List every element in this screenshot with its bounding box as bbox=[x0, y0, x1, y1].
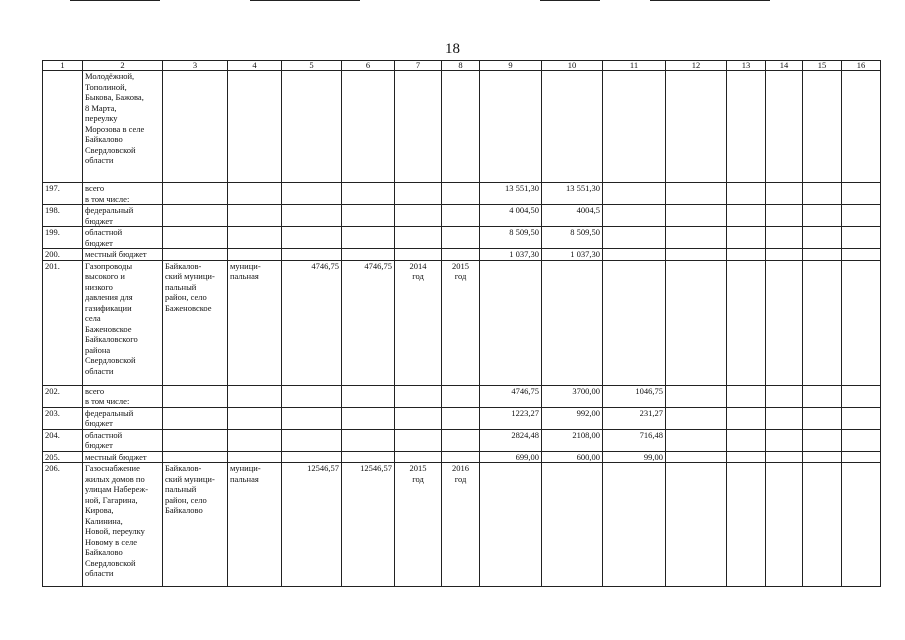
table-cell: 2014 год bbox=[395, 260, 442, 385]
table-cell bbox=[727, 463, 766, 587]
table-cell bbox=[842, 227, 881, 249]
table-cell bbox=[442, 429, 480, 451]
table-cell bbox=[666, 260, 727, 385]
table-cell bbox=[666, 451, 727, 463]
table-cell: 4004,5 bbox=[542, 205, 603, 227]
table-cell bbox=[395, 407, 442, 429]
scan-edge-line bbox=[650, 0, 770, 1]
table-cell bbox=[803, 227, 842, 249]
table-row bbox=[43, 429, 881, 451]
table-cell bbox=[163, 183, 228, 205]
table-cell bbox=[603, 249, 666, 261]
table-cell bbox=[163, 407, 228, 429]
table-cell bbox=[228, 407, 282, 429]
table-cell bbox=[228, 205, 282, 227]
table-cell bbox=[542, 463, 603, 587]
table-cell bbox=[442, 227, 480, 249]
table-cell bbox=[803, 249, 842, 261]
table-cell bbox=[228, 183, 282, 205]
table-cell bbox=[766, 451, 803, 463]
table-cell bbox=[727, 451, 766, 463]
column-number-row bbox=[43, 61, 881, 71]
table-cell bbox=[803, 205, 842, 227]
table-cell bbox=[282, 429, 342, 451]
table-cell bbox=[603, 71, 666, 183]
column-header: 3 bbox=[163, 61, 228, 71]
table-cell bbox=[603, 205, 666, 227]
table-cell bbox=[842, 429, 881, 451]
table-cell bbox=[282, 385, 342, 407]
row-number-cell: 203. bbox=[43, 407, 83, 429]
table-cell bbox=[666, 205, 727, 227]
table-cell: федеральный бюджет bbox=[83, 407, 163, 429]
table-row bbox=[43, 260, 881, 385]
scan-edge-line bbox=[250, 0, 360, 1]
table-cell bbox=[603, 183, 666, 205]
table-cell bbox=[342, 451, 395, 463]
table-cell bbox=[282, 451, 342, 463]
table-cell bbox=[442, 451, 480, 463]
column-header: 5 bbox=[282, 61, 342, 71]
table-cell bbox=[542, 260, 603, 385]
column-header: 9 bbox=[480, 61, 542, 71]
table-cell bbox=[228, 71, 282, 183]
table-cell: 3700,00 bbox=[542, 385, 603, 407]
table-cell bbox=[842, 183, 881, 205]
table-cell bbox=[442, 249, 480, 261]
table-cell: 2015 год bbox=[442, 260, 480, 385]
table-cell bbox=[842, 463, 881, 587]
table-cell bbox=[442, 205, 480, 227]
table-row bbox=[43, 451, 881, 463]
column-header: 13 bbox=[727, 61, 766, 71]
table-cell: 4 004,50 bbox=[480, 205, 542, 227]
table-cell bbox=[342, 249, 395, 261]
table-cell bbox=[282, 205, 342, 227]
table-cell: 12546,57 bbox=[342, 463, 395, 587]
page-number: 18 bbox=[445, 41, 460, 57]
table-cell bbox=[282, 249, 342, 261]
column-header: 10 bbox=[542, 61, 603, 71]
table-cell bbox=[603, 260, 666, 385]
table-cell: Газоснабжение жилых домов по улицам Набереж- ной, Гагарина, Кирова, Калинина, Новой, переулку Новому в селе Байкалово Свердловской области bbox=[83, 463, 163, 587]
table-cell: 4746,75 bbox=[342, 260, 395, 385]
table-row bbox=[43, 385, 881, 407]
table-cell bbox=[666, 429, 727, 451]
table-cell bbox=[727, 429, 766, 451]
table-cell: 99,00 bbox=[603, 451, 666, 463]
table-cell bbox=[766, 71, 803, 183]
table-cell bbox=[727, 407, 766, 429]
table-cell bbox=[282, 71, 342, 183]
table-cell: Молодёжной, Тополиной, Быкова, Бажова, 8 Марта, переулку Морозова в селе Байкалово Свердловской области bbox=[83, 71, 163, 183]
table-cell: областной бюджет bbox=[83, 227, 163, 249]
column-header: 14 bbox=[766, 61, 803, 71]
table-cell bbox=[666, 227, 727, 249]
table-cell bbox=[603, 463, 666, 587]
row-number-cell: 206. bbox=[43, 463, 83, 587]
row-number-cell: 204. bbox=[43, 429, 83, 451]
table-cell bbox=[666, 249, 727, 261]
table-cell bbox=[766, 249, 803, 261]
table-cell bbox=[163, 71, 228, 183]
table-cell bbox=[803, 260, 842, 385]
table-cell bbox=[727, 205, 766, 227]
table-cell bbox=[727, 260, 766, 385]
row-number-cell: 200. bbox=[43, 249, 83, 261]
table-cell bbox=[395, 71, 442, 183]
table-cell: 699,00 bbox=[480, 451, 542, 463]
table-cell: 8 509,50 bbox=[480, 227, 542, 249]
table-cell bbox=[163, 227, 228, 249]
table-cell bbox=[395, 205, 442, 227]
table-cell bbox=[803, 71, 842, 183]
table-cell: федеральный бюджет bbox=[83, 205, 163, 227]
table-cell bbox=[342, 227, 395, 249]
table-cell bbox=[666, 71, 727, 183]
table-cell: всего в том числе: bbox=[83, 385, 163, 407]
table-cell: местный бюджет bbox=[83, 249, 163, 261]
table-cell: муници- пальная bbox=[228, 260, 282, 385]
table-cell bbox=[727, 71, 766, 183]
table-cell bbox=[727, 249, 766, 261]
table-cell bbox=[803, 183, 842, 205]
table-cell bbox=[727, 385, 766, 407]
table-cell bbox=[228, 451, 282, 463]
table-cell: 231,27 bbox=[603, 407, 666, 429]
table-cell: 1046,75 bbox=[603, 385, 666, 407]
table-cell bbox=[842, 385, 881, 407]
table-cell: Байкалов- ский муници- пальный район, село Байкалово bbox=[163, 463, 228, 587]
table-row bbox=[43, 205, 881, 227]
table-cell bbox=[766, 227, 803, 249]
table-cell: 2015 год bbox=[395, 463, 442, 587]
table-cell: всего в том числе: bbox=[83, 183, 163, 205]
scan-edge-line bbox=[540, 0, 600, 1]
table-cell bbox=[342, 71, 395, 183]
table-cell: 1223,27 bbox=[480, 407, 542, 429]
table-cell bbox=[163, 385, 228, 407]
table-cell bbox=[228, 227, 282, 249]
column-header: 11 bbox=[603, 61, 666, 71]
column-header: 7 bbox=[395, 61, 442, 71]
table-cell: Байкалов- ский муници- пальный район, село Баженовское bbox=[163, 260, 228, 385]
column-header: 16 bbox=[842, 61, 881, 71]
table-cell bbox=[342, 385, 395, 407]
table-cell bbox=[666, 183, 727, 205]
table-cell bbox=[442, 407, 480, 429]
table-cell: 13 551,30 bbox=[480, 183, 542, 205]
table-cell bbox=[228, 429, 282, 451]
table-row bbox=[43, 71, 881, 183]
table-cell bbox=[163, 429, 228, 451]
table-cell bbox=[803, 429, 842, 451]
table-cell: 716,48 bbox=[603, 429, 666, 451]
table-cell bbox=[803, 463, 842, 587]
table-cell bbox=[666, 463, 727, 587]
table-cell bbox=[727, 183, 766, 205]
scan-edge-line bbox=[70, 0, 160, 1]
table-cell: муници- пальная bbox=[228, 463, 282, 587]
row-number-cell: 205. bbox=[43, 451, 83, 463]
table-cell bbox=[342, 205, 395, 227]
table-cell bbox=[803, 385, 842, 407]
column-header: 8 bbox=[442, 61, 480, 71]
table-cell: 1 037,30 bbox=[480, 249, 542, 261]
row-number-cell: 202. bbox=[43, 385, 83, 407]
table-cell bbox=[163, 249, 228, 261]
row-number-cell: 199. bbox=[43, 227, 83, 249]
table-cell: 2824,48 bbox=[480, 429, 542, 451]
table-cell bbox=[228, 385, 282, 407]
table-cell bbox=[228, 249, 282, 261]
column-header: 1 bbox=[43, 61, 83, 71]
row-number-cell bbox=[43, 71, 83, 183]
table-cell: Газопроводы высокого и низкого давления для газификации села Баженовское Байкаловского района Свердловской области bbox=[83, 260, 163, 385]
table-cell bbox=[842, 451, 881, 463]
row-number-cell: 201. bbox=[43, 260, 83, 385]
table-cell bbox=[842, 260, 881, 385]
table-cell bbox=[395, 429, 442, 451]
table-cell bbox=[395, 249, 442, 261]
table-cell bbox=[842, 407, 881, 429]
table-cell: 2016 год bbox=[442, 463, 480, 587]
column-header: 12 bbox=[666, 61, 727, 71]
budget-table bbox=[42, 60, 881, 587]
table-cell: 4746,75 bbox=[282, 260, 342, 385]
table-cell bbox=[542, 71, 603, 183]
table-cell bbox=[282, 407, 342, 429]
table-cell bbox=[766, 429, 803, 451]
table-cell: 13 551,30 bbox=[542, 183, 603, 205]
table-row bbox=[43, 227, 881, 249]
column-header: 15 bbox=[803, 61, 842, 71]
table-cell bbox=[395, 183, 442, 205]
column-header: 6 bbox=[342, 61, 395, 71]
table-cell: 4746,75 bbox=[480, 385, 542, 407]
table-cell bbox=[766, 385, 803, 407]
table-cell bbox=[282, 183, 342, 205]
table-cell bbox=[480, 463, 542, 587]
table-cell bbox=[842, 71, 881, 183]
table-cell bbox=[442, 183, 480, 205]
table-cell: 1 037,30 bbox=[542, 249, 603, 261]
table-cell bbox=[395, 385, 442, 407]
table-cell bbox=[480, 260, 542, 385]
table-cell: 12546,57 bbox=[282, 463, 342, 587]
table-cell bbox=[766, 407, 803, 429]
table-cell bbox=[395, 227, 442, 249]
table-cell bbox=[342, 429, 395, 451]
table-cell bbox=[766, 183, 803, 205]
row-number-cell: 197. bbox=[43, 183, 83, 205]
table-cell bbox=[727, 227, 766, 249]
table-cell bbox=[603, 227, 666, 249]
table-cell bbox=[163, 205, 228, 227]
table-cell bbox=[666, 407, 727, 429]
table-row bbox=[43, 463, 881, 587]
table-cell bbox=[442, 385, 480, 407]
column-header: 2 bbox=[83, 61, 163, 71]
table-cell bbox=[766, 260, 803, 385]
table-cell: 8 509,50 bbox=[542, 227, 603, 249]
table-cell: областной бюджет bbox=[83, 429, 163, 451]
table-row bbox=[43, 249, 881, 261]
table-cell bbox=[842, 249, 881, 261]
table-cell bbox=[342, 407, 395, 429]
table-cell bbox=[666, 385, 727, 407]
table-cell: 992,00 bbox=[542, 407, 603, 429]
table-cell: 600,00 bbox=[542, 451, 603, 463]
table-cell bbox=[480, 71, 542, 183]
table-cell bbox=[842, 205, 881, 227]
table-cell bbox=[442, 71, 480, 183]
table-row bbox=[43, 407, 881, 429]
table-cell: 2108,00 bbox=[542, 429, 603, 451]
table-row bbox=[43, 183, 881, 205]
table-cell bbox=[395, 451, 442, 463]
table-cell bbox=[803, 451, 842, 463]
table-cell bbox=[766, 205, 803, 227]
column-header: 4 bbox=[228, 61, 282, 71]
table-cell bbox=[163, 451, 228, 463]
table-cell bbox=[766, 463, 803, 587]
row-number-cell: 198. bbox=[43, 205, 83, 227]
table-cell: местный бюджет bbox=[83, 451, 163, 463]
table-cell bbox=[803, 407, 842, 429]
table-cell bbox=[342, 183, 395, 205]
table-cell bbox=[282, 227, 342, 249]
